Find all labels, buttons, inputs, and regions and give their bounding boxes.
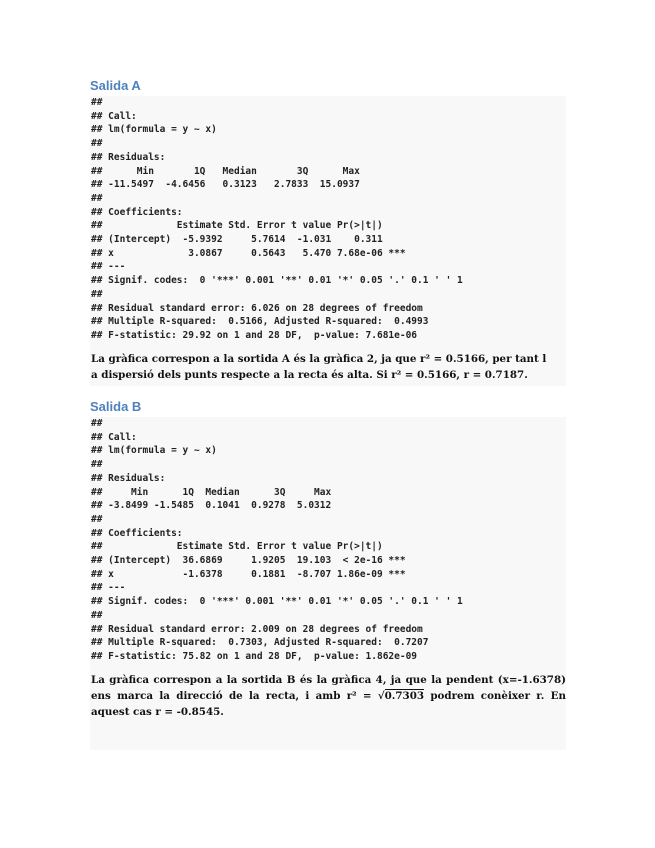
section-b-note — [90, 672, 566, 720]
section-b-output-block — [90, 417, 566, 750]
section-a-output-block — [90, 96, 566, 386]
section-a-heading: Salida A — [90, 78, 141, 93]
section-b-note-text-end: podrem conèixer r. En aquest cas r = -0.8545. — [91, 689, 566, 718]
section-a-note-line-1: La gràfica correspon a la sortida A és la gràfica 2, ja que r² = 0.5166, per tant l — [91, 352, 547, 365]
square-root-value: 0.7303 — [384, 689, 425, 702]
square-root-icon: √ — [377, 689, 385, 702]
section-a-r-output: ## ## Call: ## lm(formula = y ~ x) ## ## Residuals: ## Min 1Q Median 3Q Max ## -11.5497 -4.6456 0.3123 2.7833 15.0937 ## ## Coefficients: ## Estimate Std. Error t value Pr(>|t|) ## (Intercept) -5.9392 5.7614 -1.031 0.311 ## x 3.0867 0.5643 5.470 7.68e-06 *** ## --- ## Signif. codes: 0 '***' 0.001 '**' 0.01 '*' 0.05 '.' 0.1 ' ' 1 ## ## Residual standard error: 6.026 on 28 degrees of freedom ## Multiple R-squared: 0.5166, Adjusted R-squared: 0.4993 ## F-statistic: 29.92 on 1 and 28 DF, p-value: 7.681e-06 — [91, 97, 463, 341]
section-b-heading: Salida B — [90, 399, 142, 414]
section-b-r-output: ## ## Call: ## lm(formula = y ~ x) ## ## Residuals: ## Min 1Q Median 3Q Max ## -3.8499 -1.5485 0.1041 0.9278 5.0312 ## ## Coefficients: ## Estimate Std. Error t value Pr(>|t|) ## (Intercept) 36.6869 1.9205 19.103 < 2e-16 *** ## x -1.6378 0.1881 -8.707 1.86e-09 *** ## --- ## Signif. codes: 0 '***' 0.001 '**' 0.01 '*' 0.05 '.' 0.1 ' ' 1 ## ## Residual standard error: 2.009 on 28 degrees of freedom ## Multiple R-squared: 0.7303, Adjusted R-squared: 0.7207 ## F-statistic: 75.82 on 1 and 28 DF, p-value: 1.862e-09 — [91, 418, 463, 662]
section-a-note-line-2: a dispersió dels punts respecte a la recta és alta. Si r² = 0.5166, r = 0.7187. — [91, 368, 528, 381]
section-b-note-text-start: La gràfica correspon a la sortida B és la gràfica 4, ja que la pendent (x=-1.6378) ens marca la direcció de la recta, i amb r² = — [91, 673, 566, 702]
